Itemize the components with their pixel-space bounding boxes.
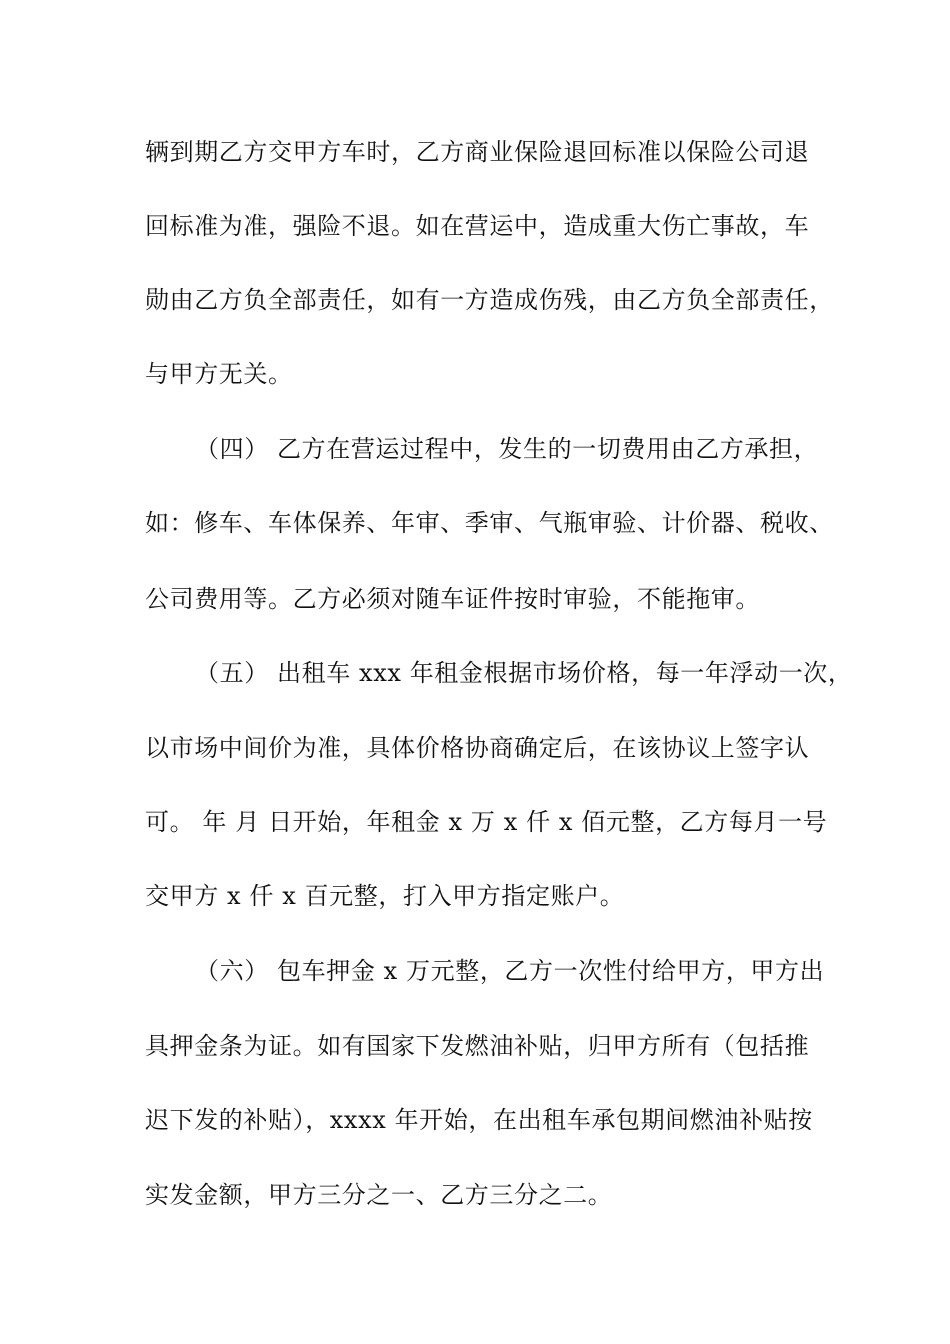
text-line: 具押金条为证。如有国家下发燃油补贴，归甲方所有（包括推 bbox=[145, 1032, 810, 1060]
text-line: 公司费用等。乙方必须对随车证件按时审验，不能拖审。 bbox=[145, 585, 760, 613]
text-line: 勋由乙方负全部责任，如有一方造成伤残，由乙方负全部责任， bbox=[145, 286, 834, 314]
text-line: 回标准为准，强险不退。如在营运中，造成重大伤亡事故，车 bbox=[145, 212, 810, 240]
text-line: 实发金额，甲方三分之一、乙方三分之二。 bbox=[145, 1181, 613, 1209]
text-line: 可。 年 月 日开始，年租金 x 万 x 仟 x 佰元整，乙方每月一号 bbox=[145, 808, 828, 836]
text-line: 交甲方 x 仟 x 百元整，打入甲方指定账户。 bbox=[145, 882, 625, 910]
text-line: （六） 包车押金 x 万元整，乙方一次性付给甲方，甲方出 bbox=[195, 957, 825, 985]
text-line: 迟下发的补贴），xxxx 年开始，在出租车承包期间燃油补贴按 bbox=[145, 1106, 813, 1134]
text-line: 与甲方无关。 bbox=[145, 360, 293, 388]
text-line: 辆到期乙方交甲方车时，乙方商业保险退回标准以保险公司退 bbox=[145, 138, 810, 166]
text-line: 如：修车、车体保养、年审、季审、气瓶审验、计价器、税收、 bbox=[145, 509, 834, 537]
text-line: （五） 出租车 xxx 年租金根据市场价格，每一年浮动一次， bbox=[195, 659, 853, 687]
text-line: （四） 乙方在营运过程中，发生的一切费用由乙方承担， bbox=[195, 435, 819, 463]
text-line: 以市场中间价为准，具体价格协商确定后，在该协议上签字认 bbox=[145, 734, 810, 762]
